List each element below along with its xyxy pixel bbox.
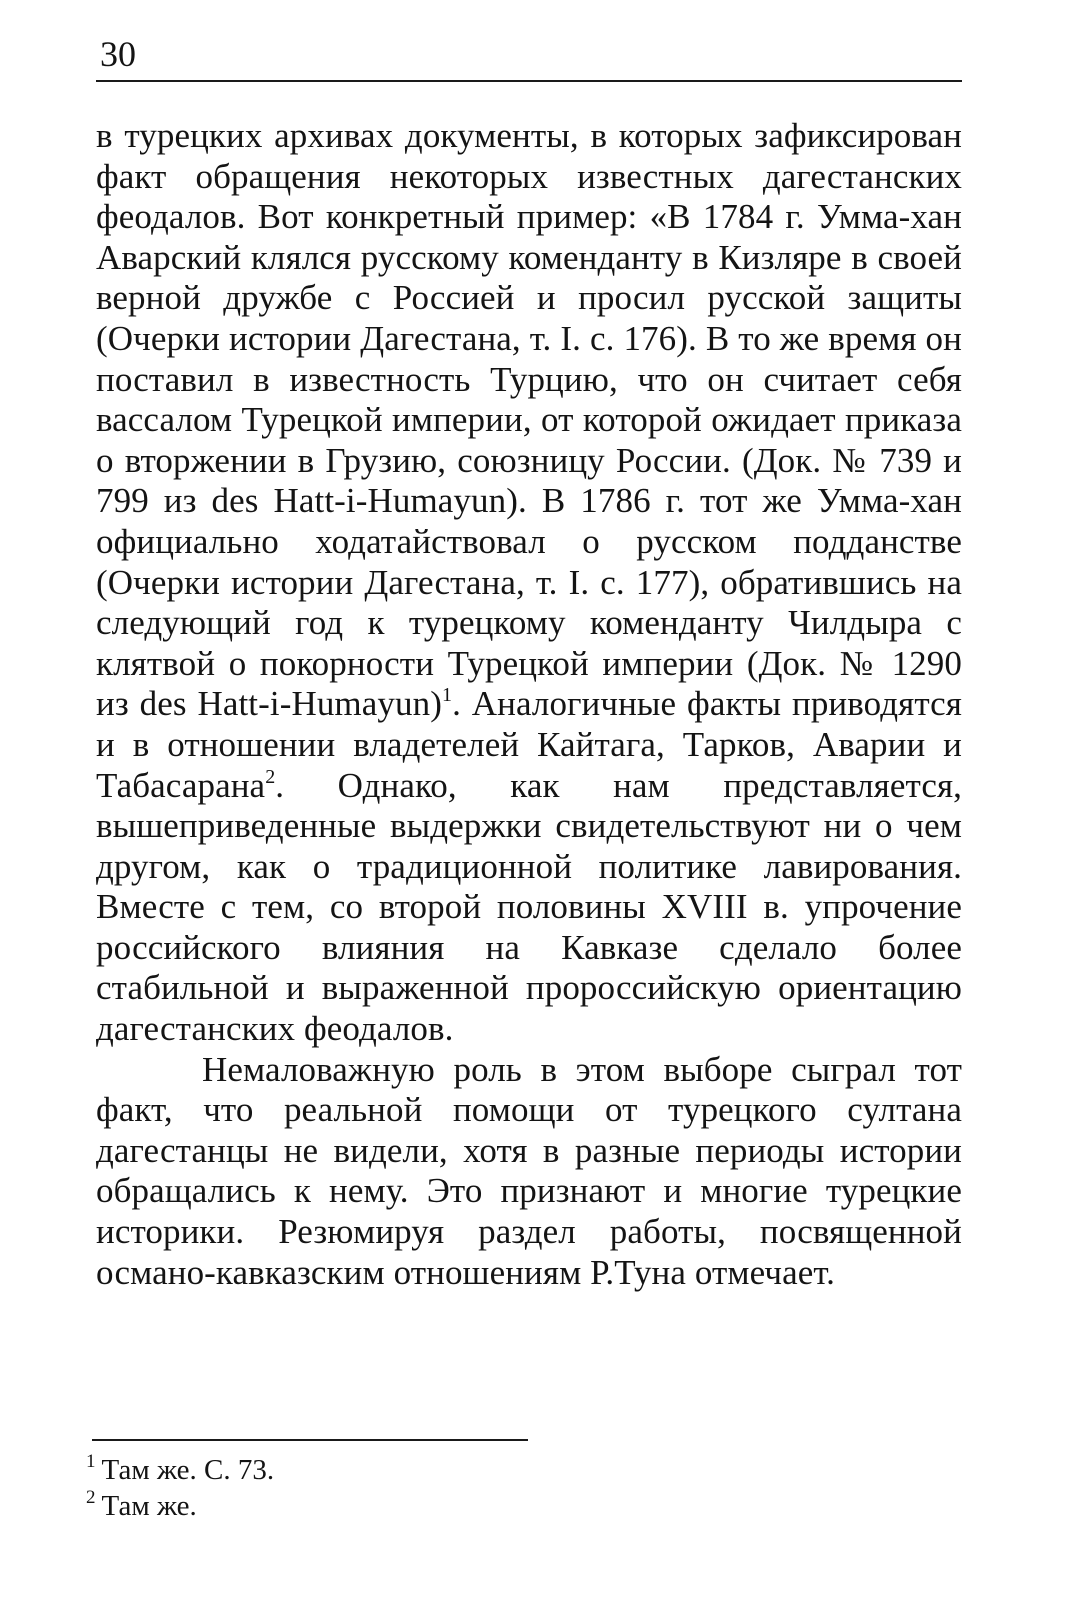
footnote-2-mark: 2 [86, 1487, 96, 1508]
footnotes [86, 1452, 966, 1524]
footnote-2-text: Там же. [101, 1490, 197, 1522]
footnote-rule [92, 1439, 528, 1441]
footnote-1-text: Там же. С. 73. [101, 1454, 275, 1486]
header-rule [96, 80, 962, 82]
footnote-ref-2[interactable]: 2 [265, 765, 276, 788]
paragraph-1-text-a: в турецких архивах документы, в которых зафиксирован факт обращения некоторых известных дагестанских феодалов. Вот конкретный пример: «В 1784 г. Умма-хан Аварский клялся русскому коменданту в Кизляре в своей верной дружбе с Россией и просил русской защиты (Очерки истории Дагестана, т. I. с. 176). В то же время он поставил в известность Турцию, что он считает себя вассалом Турецкой империи, от которой ожидает приказа о вторжении в Грузию, союзницу России. (Док. № 739 и 799 из des Hatt-i-Humayun). В 1786 г. тот же Умма-хан официально ходатайствовал о русском подданстве (Очерки истории Дагестана, т. I. с. 177), обратившись на следующий год к турецкому коменданту Чилдыра с клятвой о покорности Турецкой империи (Док. № 1290 из des Hatt-i-Humayun) [96, 116, 962, 724]
footnote-2 [86, 1488, 966, 1524]
footnote-ref-1[interactable]: 1 [441, 684, 453, 707]
page-number: 30 [100, 34, 136, 74]
paragraph-1 [96, 116, 962, 1050]
footnote-1-mark: 1 [86, 1451, 96, 1472]
paragraph-1-text-b: . Аналогичные факты приводятся и в отношении владетелей Кайтага, Тарков, Аварии и Табасарана [96, 684, 962, 805]
footnote-1 [86, 1452, 966, 1488]
paragraph-1-text-c: . Однако, как нам представляется, вышеприведенные выдержки свидетельствуют ни о чем другом, как о традиционной политике лавирования. Вместе с тем, со второй половины XVIII в. упрочение российского влияния на Кавказе сделало более стабильной и выраженной пророссийскую ориентацию дагестанских феодалов. [96, 765, 962, 1049]
main-text [96, 116, 962, 1293]
paragraph-2: Немаловажную роль в этом выборе сыграл тот факт, что реальной помощи от турецкого султана дагестанцы не видели, хотя в разные периоды истории обращались к нему. Это признают и многие турецкие историки. Резюмируя раздел работы, посвященной османо-кавказским отношениям Р.Туна отмечает. [96, 1049, 962, 1292]
